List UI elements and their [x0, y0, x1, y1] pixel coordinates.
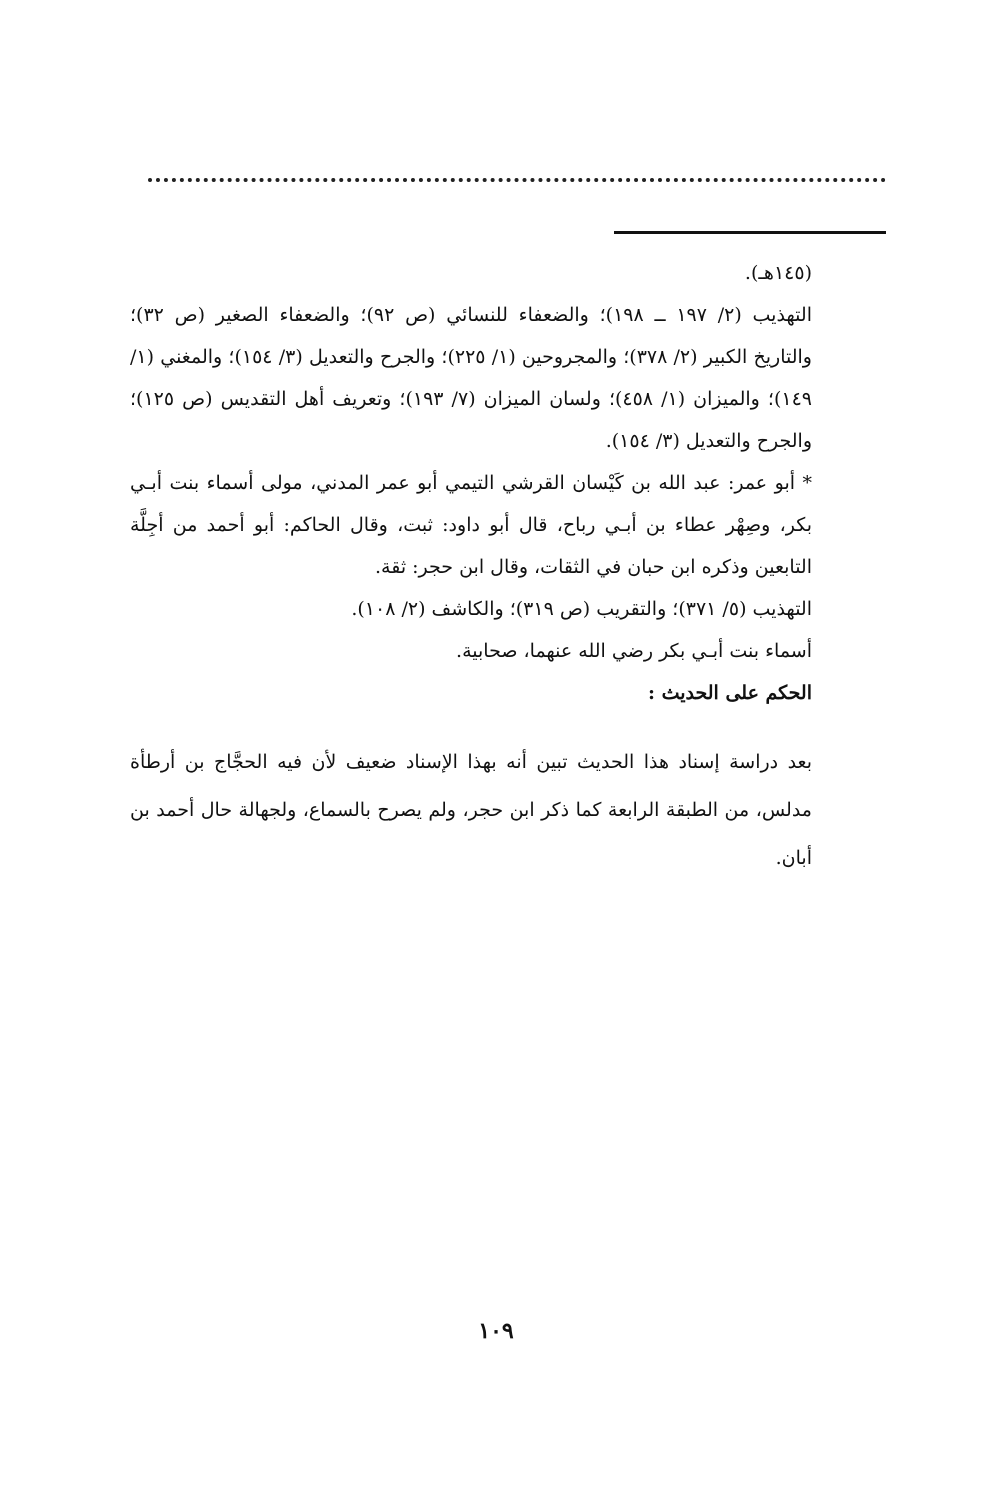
page-number: ١٠٩: [478, 1318, 514, 1344]
verdict-heading: الحكم على الحديث :: [647, 682, 812, 704]
footnote-separator: [614, 231, 886, 234]
footnotes-section: [130, 252, 812, 714]
dotted-separator: [148, 178, 886, 182]
footnote-bio-abu-umar: * أبو عمر: عبد الله بن كَيْسان القرشي التيمي أبو عمر المدني، مولى أسماء بنت أبـي بكر، وصِهْر عطاء بن أبـي رباح، قال أبو داود: ثبت، وقال الحاكم: أبو أحمد من أجِلَّة التابعين وذكره ابن حبان في الثقات، وقال ابن حجر: ثقة.: [130, 472, 812, 578]
footnote-continued-line: (١٤٥هـ).: [744, 262, 812, 284]
footnote-references-2: التهذيب (٥/ ٣٧١)؛ والتقريب (ص ٣١٩)؛ والكاشف (٢/ ١٠٨).: [351, 598, 812, 620]
footnote-bio-asma: أسماء بنت أبـي بكر رضي الله عنهما، صحابية.: [456, 640, 812, 662]
verdict-text: بعد دراسة إسناد هذا الحديث تبين أنه بهذا الإسناد ضعيف لأن فيه الحجَّاج بن أرطأة مدلس، من الطبقة الرابعة كما ذكر ابن حجر، ولم يصرح بالسماع، ولجهالة حال أحمد بن أبان.: [130, 751, 812, 869]
footnote-references-1: التهذيب (٢/ ١٩٧ ــ ١٩٨)؛ والضعفاء للنسائي (ص ٩٢)؛ والضعفاء الصغير (ص ٣٢)؛ والتاريخ الكبير (٢/ ٣٧٨)؛ والمجروحين (١/ ٢٢٥)؛ والجرح والتعديل (٣/ ١٥٤)؛ والمغني (١/ ١٤٩)؛ والميزان (١/ ٤٥٨)؛ ولسان الميزان (٧/ ١٩٣)؛ وتعريف أهل التقديس (ص ١٢٥)؛ والجرح والتعديل (٣/ ١٥٤).: [130, 304, 812, 452]
verdict-section: [130, 738, 812, 882]
